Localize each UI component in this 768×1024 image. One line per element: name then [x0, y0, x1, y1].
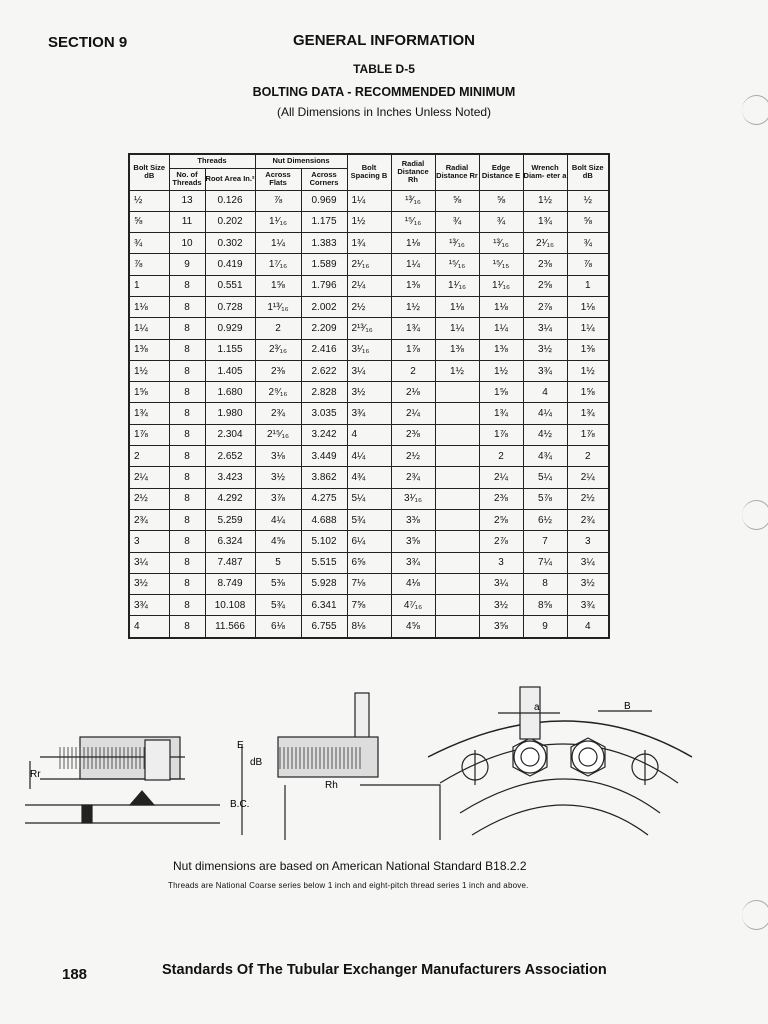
header-edge: Edge Distance E: [479, 154, 523, 190]
table-cell: 0.302: [205, 233, 255, 254]
table-row: [129, 360, 609, 381]
table-cell: 8: [523, 573, 567, 594]
table-cell: 4⅝: [255, 531, 301, 552]
binder-hole-icon: [742, 500, 768, 530]
table-cell: ¹³⁄₁₆: [435, 233, 479, 254]
table-row: [129, 509, 609, 530]
table-cell: 1½: [129, 360, 169, 381]
table-cell: 0.929: [205, 318, 255, 339]
table-cell: 0.126: [205, 190, 255, 211]
label-e: E: [237, 740, 244, 751]
table-cell: 2⅜: [523, 254, 567, 275]
table-cell: 8: [169, 339, 205, 360]
table-cell: 2½: [347, 296, 391, 317]
table-row: [129, 424, 609, 445]
table-cell: 8: [169, 467, 205, 488]
table-cell: 3¾: [391, 552, 435, 573]
table-cell: 3¼: [479, 573, 523, 594]
table-cell: 5¼: [523, 467, 567, 488]
label-b: B: [624, 701, 631, 712]
table-cell: 1¼: [391, 254, 435, 275]
table-cell: 5.928: [301, 573, 347, 594]
table-cell: 8⅝: [523, 595, 567, 616]
table-row: [129, 318, 609, 339]
table-cell: 1⅞: [567, 424, 609, 445]
table-cell: 8: [169, 318, 205, 339]
header-across-flats: Across Flats: [255, 168, 301, 190]
table-cell: 1⅞: [129, 424, 169, 445]
table-cell: 3½: [567, 573, 609, 594]
header-threads-group: Threads: [169, 154, 255, 168]
table-cell: 10: [169, 233, 205, 254]
table-cell: 1.175: [301, 211, 347, 232]
table-cell: 2¹³⁄₁₆: [347, 318, 391, 339]
table-cell: ⅞: [567, 254, 609, 275]
table-cell: 6.341: [301, 595, 347, 616]
table-cell: ⅝: [567, 211, 609, 232]
table-cell: ¹³⁄₁₆: [479, 233, 523, 254]
table-cell: ⅝: [435, 190, 479, 211]
table-cell: 8: [169, 573, 205, 594]
header-bolt-size: Bolt Size dB: [129, 154, 169, 190]
table-cell: 4⅝: [391, 616, 435, 638]
label-rr: Rr: [30, 769, 41, 780]
table-cell: 3½: [129, 573, 169, 594]
table-cell: 2.304: [205, 424, 255, 445]
table-cell: 1⅝: [567, 382, 609, 403]
table-cell: 2: [129, 446, 169, 467]
table-cell: 1⅞: [391, 339, 435, 360]
table-cell: 6½: [523, 509, 567, 530]
table-cell: 3¾: [567, 595, 609, 616]
table-cell: 2: [479, 446, 523, 467]
table-cell: 1: [567, 275, 609, 296]
table-cell: 3.862: [301, 467, 347, 488]
table-cell: 6⅛: [255, 616, 301, 638]
table-row: [129, 296, 609, 317]
table-cell: 2¾: [567, 509, 609, 530]
table-cell: 6.324: [205, 531, 255, 552]
table-cell: 8: [169, 509, 205, 530]
table-cell: 0.728: [205, 296, 255, 317]
table-cell: 2: [255, 318, 301, 339]
table-cell: 1.680: [205, 382, 255, 403]
table-cell: 2.622: [301, 360, 347, 381]
table-row: [129, 190, 609, 211]
table-cell: 2: [567, 446, 609, 467]
table-cell: 4⁷⁄₁₆: [391, 595, 435, 616]
table-cell: 8: [169, 531, 205, 552]
table-cell: 4: [523, 382, 567, 403]
table-cell: [435, 467, 479, 488]
table-cell: 3¼: [347, 360, 391, 381]
table-cell: 1½: [567, 360, 609, 381]
table-cell: 7¼: [523, 552, 567, 573]
table-cell: 3.423: [205, 467, 255, 488]
table-cell: 1¼: [479, 318, 523, 339]
table-cell: ⅞: [255, 190, 301, 211]
table-cell: 1⅛: [479, 296, 523, 317]
table-cell: 2½: [391, 446, 435, 467]
table-cell: 8: [169, 296, 205, 317]
table-row: [129, 552, 609, 573]
threads-note: Threads are National Coarse series below 1 inch and eight-pitch thread series 1 inch and above.: [168, 881, 529, 890]
table-cell: 8: [169, 595, 205, 616]
table-cell: 4¼: [523, 403, 567, 424]
table-cell: [435, 446, 479, 467]
table-cell: 5.259: [205, 509, 255, 530]
table-cell: 2.209: [301, 318, 347, 339]
table-cell: 6¼: [347, 531, 391, 552]
table-cell: [435, 509, 479, 530]
table-cell: 0.419: [205, 254, 255, 275]
table-cell: ¾: [567, 233, 609, 254]
table-cell: 9: [169, 254, 205, 275]
table-cell: 0.969: [301, 190, 347, 211]
table-cell: 2⅜: [255, 360, 301, 381]
table-cell: 2⅛: [391, 382, 435, 403]
table-cell: [435, 488, 479, 509]
header-bolt-spacing: Bolt Spacing B: [347, 154, 391, 190]
table-cell: [435, 552, 479, 573]
table-cell: 8: [169, 616, 205, 638]
table-cell: 7⅝: [347, 595, 391, 616]
table-cell: ¹⁵⁄₁₆: [435, 254, 479, 275]
table-cell: 3½: [523, 339, 567, 360]
table-row: [129, 467, 609, 488]
table-cell: 3: [479, 552, 523, 573]
table-cell: [435, 616, 479, 638]
table-row: [129, 275, 609, 296]
table-cell: 3¼: [129, 552, 169, 573]
header-bolt-size-2: Bolt Size dB: [567, 154, 609, 190]
table-cell: [435, 595, 479, 616]
table-cell: 5⅜: [255, 573, 301, 594]
table-cell: 2¾: [391, 467, 435, 488]
table-cell: 1.383: [301, 233, 347, 254]
table-cell: 3.035: [301, 403, 347, 424]
table-cell: 2⅞: [523, 296, 567, 317]
table-cell: 4.688: [301, 509, 347, 530]
table-cell: 3⅝: [479, 616, 523, 638]
table-cell: 8: [169, 275, 205, 296]
table-cell: ¹³⁄₁₆: [391, 190, 435, 211]
table-cell: 2⅝: [479, 509, 523, 530]
table-cell: 4: [567, 616, 609, 638]
table-cell: 1¹³⁄₁₆: [255, 296, 301, 317]
table-cell: 1⅛: [567, 296, 609, 317]
table-cell: 0.551: [205, 275, 255, 296]
page-title: GENERAL INFORMATION: [293, 32, 475, 49]
header-nut-group: Nut Dimensions: [255, 154, 347, 168]
table-cell: 3⅜: [391, 509, 435, 530]
table-cell: ⅝: [479, 190, 523, 211]
table-cell: 8: [169, 446, 205, 467]
table-cell: 10.108: [205, 595, 255, 616]
table-cell: 2¼: [567, 467, 609, 488]
table-cell: 6.755: [301, 616, 347, 638]
table-cell: ¾: [435, 211, 479, 232]
binder-hole-icon: [742, 95, 768, 125]
table-cell: [435, 573, 479, 594]
table-cell: 7: [523, 531, 567, 552]
table-subtitle: (All Dimensions in Inches Unless Noted): [276, 105, 492, 119]
table-cell: 2¼: [479, 467, 523, 488]
table-cell: 8: [169, 403, 205, 424]
table-cell: 4.275: [301, 488, 347, 509]
table-cell: 4¼: [255, 509, 301, 530]
label-a: a: [534, 702, 540, 713]
table-cell: 1½: [479, 360, 523, 381]
table-cell: 1½: [435, 360, 479, 381]
label-bc: B.C.: [230, 799, 250, 810]
table-cell: 8.749: [205, 573, 255, 594]
table-cell: 4: [347, 424, 391, 445]
table-cell: 4¾: [347, 467, 391, 488]
table-cell: 2¼: [347, 275, 391, 296]
table-cell: 2¹⁵⁄₁₆: [255, 424, 301, 445]
table-row: [129, 616, 609, 638]
table-cell: 6⅝: [347, 552, 391, 573]
table-cell: 1⅜: [567, 339, 609, 360]
table-cell: 2³⁄₁₆: [255, 339, 301, 360]
header-radial-rh: Radial Distance Rh: [391, 154, 435, 190]
table-cell: 4¾: [523, 446, 567, 467]
table-cell: 3⅞: [255, 488, 301, 509]
table-cell: 3¼: [567, 552, 609, 573]
table-cell: 2.416: [301, 339, 347, 360]
table-cell: 1¾: [567, 403, 609, 424]
table-cell: 5¾: [255, 595, 301, 616]
table-cell: ½: [129, 190, 169, 211]
table-cell: 4: [129, 616, 169, 638]
table-cell: [435, 424, 479, 445]
header-radial-rr: Radial Distance Rr: [435, 154, 479, 190]
table-cell: 8: [169, 360, 205, 381]
bolting-data-table: [128, 153, 610, 639]
table-cell: 3¾: [129, 595, 169, 616]
header-across-corners: Across Corners: [301, 168, 347, 190]
table-cell: 1¾: [347, 233, 391, 254]
table-cell: 2¼: [391, 403, 435, 424]
table-cell: ¾: [129, 233, 169, 254]
table-row: [129, 254, 609, 275]
header-root-area: Root Area In.²: [205, 168, 255, 190]
table-cell: 8: [169, 424, 205, 445]
table-cell: 2½: [129, 488, 169, 509]
section-label: SECTION 9: [48, 34, 128, 51]
table-cell: 1¼: [255, 233, 301, 254]
table-cell: 1¼: [347, 190, 391, 211]
table-row: [129, 339, 609, 360]
table-cell: 1½: [391, 296, 435, 317]
bolting-table-container: [128, 153, 608, 639]
table-cell: 3: [129, 531, 169, 552]
table-cell: 1.155: [205, 339, 255, 360]
table-cell: 2⅞: [479, 531, 523, 552]
table-cell: ½: [567, 190, 609, 211]
table-row: [129, 403, 609, 424]
binder-hole-icon: [742, 900, 768, 930]
table-cell: 1¼: [435, 318, 479, 339]
table-cell: 1¾: [479, 403, 523, 424]
table-cell: 3⅛: [255, 446, 301, 467]
table-cell: [435, 531, 479, 552]
table-row: [129, 382, 609, 403]
header-no-threads: No. of Threads: [169, 168, 205, 190]
table-cell: 1½: [347, 211, 391, 232]
label-db: dB: [250, 757, 263, 768]
table-cell: 0.202: [205, 211, 255, 232]
table-cell: 1: [129, 275, 169, 296]
table-cell: 1⅝: [255, 275, 301, 296]
table-cell: [435, 382, 479, 403]
table-cell: 3.242: [301, 424, 347, 445]
table-cell: 11: [169, 211, 205, 232]
table-cell: 2¾: [255, 403, 301, 424]
table-cell: 5.102: [301, 531, 347, 552]
table-cell: 1½: [523, 190, 567, 211]
table-cell: 5¾: [347, 509, 391, 530]
table-cell: 8: [169, 382, 205, 403]
table-cell: 4.292: [205, 488, 255, 509]
table-cell: 1¾: [391, 318, 435, 339]
table-cell: 2: [391, 360, 435, 381]
table-cell: 5.515: [301, 552, 347, 573]
table-cell: 2¾: [129, 509, 169, 530]
table-cell: ⅝: [129, 211, 169, 232]
table-cell: [435, 403, 479, 424]
table-body: [129, 190, 609, 638]
table-cell: 5¼: [347, 488, 391, 509]
table-cell: 1⅜: [391, 275, 435, 296]
table-cell: 1⅜: [129, 339, 169, 360]
table-id: TABLE D-5: [353, 62, 415, 76]
table-cell: 8: [169, 488, 205, 509]
table-cell: 1⅜: [435, 339, 479, 360]
table-cell: 2¹⁄₁₆: [347, 254, 391, 275]
table-cell: 5: [255, 552, 301, 573]
standard-note: Nut dimensions are based on American National Standard B18.2.2: [173, 859, 527, 873]
table-cell: ¹⁵⁄₁₆: [391, 211, 435, 232]
table-cell: 2¼: [129, 467, 169, 488]
table-cell: 1⅞: [479, 424, 523, 445]
publisher-footer: Standards Of The Tubular Exchanger Manufacturers Association: [162, 962, 607, 978]
table-cell: 3¼: [523, 318, 567, 339]
table-cell: 8⅛: [347, 616, 391, 638]
table-cell: 11.566: [205, 616, 255, 638]
table-cell: 7⅛: [347, 573, 391, 594]
table-cell: 1⅛: [435, 296, 479, 317]
table-cell: 3½: [479, 595, 523, 616]
bolting-diagram: [20, 685, 720, 840]
table-cell: ¹⁵⁄₁₅: [479, 254, 523, 275]
table-cell: 13: [169, 190, 205, 211]
table-cell: 1¹⁄₁₆: [479, 275, 523, 296]
table-cell: 2.002: [301, 296, 347, 317]
table-cell: 3¾: [347, 403, 391, 424]
table-cell: 1⁷⁄₁₆: [255, 254, 301, 275]
table-cell: 9: [523, 616, 567, 638]
table-cell: 3: [567, 531, 609, 552]
table-cell: 1⅛: [391, 233, 435, 254]
table-row: [129, 531, 609, 552]
table-cell: ¾: [479, 211, 523, 232]
table-cell: 2½: [567, 488, 609, 509]
table-cell: 1⅛: [129, 296, 169, 317]
table-cell: 3½: [347, 382, 391, 403]
label-rh: Rh: [325, 780, 338, 791]
table-cell: 1⅝: [129, 382, 169, 403]
table-row: [129, 573, 609, 594]
table-cell: 1¾: [129, 403, 169, 424]
table-cell: 3⅝: [391, 531, 435, 552]
table-cell: 2.652: [205, 446, 255, 467]
table-cell: 2¹⁄₁₆: [523, 233, 567, 254]
table-cell: 1¾: [523, 211, 567, 232]
table-cell: 1¹⁄₁₆: [255, 211, 301, 232]
table-cell: 3¹⁄₁₆: [391, 488, 435, 509]
table-title: BOLTING DATA - RECOMMENDED MINIMUM: [252, 85, 516, 99]
table-cell: 4½: [523, 424, 567, 445]
table-cell: 7.487: [205, 552, 255, 573]
table-cell: 1¼: [567, 318, 609, 339]
table-row: [129, 446, 609, 467]
table-row: [129, 595, 609, 616]
table-cell: 8: [169, 552, 205, 573]
table-cell: 1⅝: [479, 382, 523, 403]
table-row: [129, 211, 609, 232]
table-cell: 2⅝: [523, 275, 567, 296]
table-cell: 4¼: [347, 446, 391, 467]
table-cell: ⅞: [129, 254, 169, 275]
table-cell: 1¹⁄₁₆: [435, 275, 479, 296]
table-cell: 1.796: [301, 275, 347, 296]
table-cell: 2⁹⁄₁₆: [255, 382, 301, 403]
table-cell: 1¼: [129, 318, 169, 339]
table-cell: 2.828: [301, 382, 347, 403]
table-cell: 2⅜: [479, 488, 523, 509]
table-cell: 3.449: [301, 446, 347, 467]
table-cell: 1.980: [205, 403, 255, 424]
table-cell: 1.405: [205, 360, 255, 381]
table-cell: 1.589: [301, 254, 347, 275]
table-cell: 2⅜: [391, 424, 435, 445]
table-cell: 3½: [255, 467, 301, 488]
table-row: [129, 488, 609, 509]
table-cell: 5⅞: [523, 488, 567, 509]
table-row: [129, 233, 609, 254]
table-cell: 4⅛: [391, 573, 435, 594]
table-cell: 3¹⁄₁₆: [347, 339, 391, 360]
page-number: 188: [62, 966, 88, 983]
header-wrench: Wrench Diam- eter a: [523, 154, 567, 190]
table-cell: 3¾: [523, 360, 567, 381]
table-cell: 1⅜: [479, 339, 523, 360]
